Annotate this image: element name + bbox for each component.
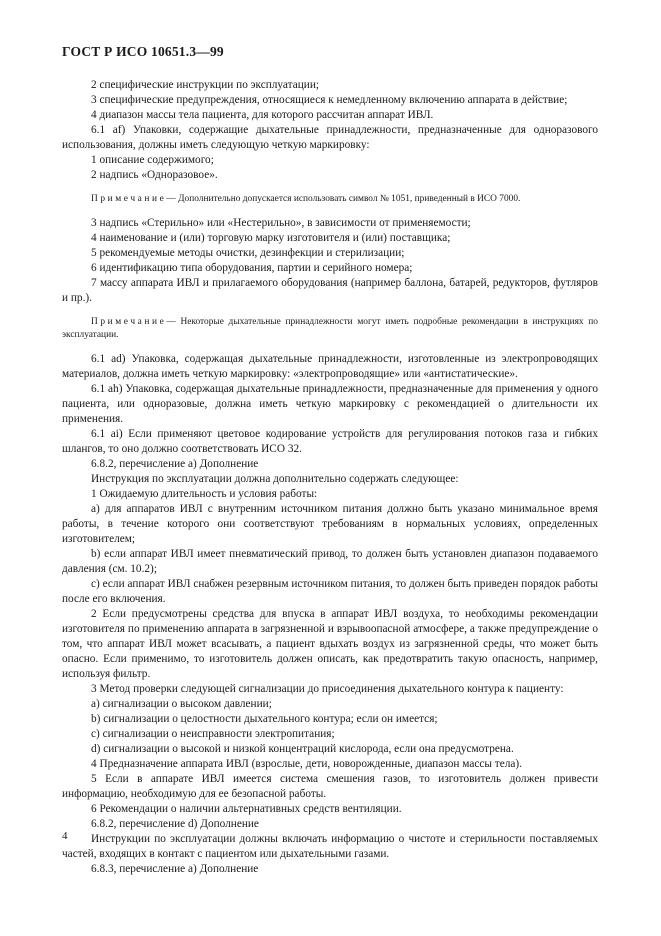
- page-number: 4: [62, 830, 68, 842]
- paragraph: 5 Если в аппарате ИВЛ имеется система смешения газов, то изготовитель должен привести информацию, необходимую для ее безопасной работы.: [62, 773, 598, 800]
- paragraph: 6.8.2, перечисление d) Дополнение: [91, 818, 259, 830]
- paragraph: Инструкции по эксплуатации должны включать информацию о чистоте и стерильности поставляемых частей, входящих в контакт с пациентом или дыхательными газами.: [62, 833, 598, 860]
- paragraph: 6.8.2, перечисление а) Дополнение: [91, 458, 259, 470]
- paragraph: 3 надпись «Стерильно» или «Нестерильно», в зависимости от применяемости;: [91, 217, 471, 229]
- document-header: ГОСТ Р ИСО 10651.3—99: [62, 44, 224, 59]
- paragraph: a) сигнализации о высоком давлении;: [91, 698, 272, 710]
- note-text: — Дополнительно допускается использовать символ № 1051, приведенный в ИСО 7000.: [166, 194, 521, 204]
- paragraph: 4 наименование и (или) торговую марку изготовителя и (или) поставщика;: [91, 232, 451, 244]
- paragraph: 2 Если предусмотрены средства для впуска в аппарат ИВЛ воздуха, то необходимы рекомендации изготовителя по применению аппарата в загрязненной и взрывоопасной атмосфере, а также предупреждение о том, что аппарат ИВЛ может всасывать, а пациент вдыхать воздух из загрязненной среды, что может быть опасно. Если применимо, то изготовитель должен описать, как предотвратить такую опасность, например, используя фильтр.: [62, 608, 598, 680]
- paragraph: Инструкция по эксплуатации должна дополнительно содержать следующее:: [91, 473, 459, 485]
- note-label: Примечание: [91, 317, 167, 327]
- note-2: [62, 316, 598, 342]
- note-text: — Некоторые дыхательные принадлежности могут иметь подробные рекомендации в инструкциях по эксплуатации.: [62, 317, 598, 340]
- paragraph: 5 рекомендуемые методы очистки, дезинфекции и стерилизации;: [91, 247, 405, 259]
- paragraph: b) сигнализации о целостности дыхательного контура; если он имеется;: [91, 713, 438, 725]
- paragraph: 4 Предназначение аппарата ИВЛ (взрослые, дети, новорожденные, диапазон массы тела).: [91, 758, 522, 770]
- paragraph: 4 диапазон массы тела пациента, для которого рассчитан аппарат ИВЛ.: [91, 109, 434, 121]
- document-body: [62, 78, 598, 877]
- note-label: Примечание: [91, 194, 167, 204]
- paragraph: 3 специфические предупреждения, относящиеся к немедленному включению аппарата в действие;: [91, 94, 568, 106]
- paragraph: 6 идентификацию типа оборудования, партии и серийного номера;: [91, 262, 413, 274]
- note-1: [62, 193, 598, 206]
- paragraph: 6.1 ah) Упаковка, содержащая дыхательные принадлежности, предназначенные для применения у одного пациента, или одноразовые, должна иметь четкую маркировку с рекомендацией о длительности их применения.: [62, 383, 598, 425]
- paragraph: d) сигнализации о высокой и низкой концентраций кислорода, если она предусмотрена.: [91, 743, 514, 755]
- paragraph: 6 Рекомендации о наличии альтернативных средств вентиляции.: [91, 803, 402, 815]
- paragraph: 6.1 af) Упаковки, содержащие дыхательные принадлежности, предназначенные для одноразового использования, должны иметь следующую четкую маркировку:: [62, 124, 598, 151]
- paragraph: 1 описание содержимого;: [91, 154, 214, 166]
- paragraph: c) если аппарат ИВЛ снабжен резервным источником питания, то должен быть приведен порядок работы после его включения.: [62, 578, 598, 605]
- paragraph: 3 Метод проверки следующей сигнализации до присоединения дыхательного контура к пациенту:: [91, 683, 564, 695]
- paragraph: b) если аппарат ИВЛ имеет пневматический привод, то должен быть установлен диапазон подаваемого давления (см. 10.2);: [62, 548, 598, 575]
- paragraph-group-2: [62, 216, 598, 306]
- paragraph: 1 Ожидаемую длительность и условия работы:: [91, 488, 318, 500]
- paragraph: 6.8.3, перечисление а) Дополнение: [91, 863, 259, 875]
- paragraph: a) для аппаратов ИВЛ с внутренним источником питания должно быть указано минимальное время работы, в течение которого они соответствуют требованиям в нормальных условиях, определенных изготовителем;: [62, 503, 598, 545]
- paragraph: c) сигнализации о неисправности электропитания;: [91, 728, 335, 740]
- paragraph: 2 надпись «Одноразовое».: [91, 169, 218, 181]
- paragraph: 6.1 ai) Если применяют цветовое кодирование устройств для регулирования потоков газа и гибких шлангов, то оно должно соответствовать ИСО 32.: [62, 428, 598, 455]
- paragraph: 2 специфические инструкции по эксплуатации;: [91, 79, 320, 91]
- paragraph: 7 массу аппарата ИВЛ и прилагаемого оборудования (например баллона, батарей, редукторов, футляров и пр.).: [62, 277, 598, 304]
- paragraph: 6.1 ad) Упаковка, содержащая дыхательные принадлежности, изготовленные из электропроводящих материалов, должна иметь четкую маркировку: «электропроводящие» или «антистатические».: [62, 353, 598, 380]
- paragraph-group-1: [62, 78, 598, 183]
- paragraph-group-3: [62, 352, 598, 877]
